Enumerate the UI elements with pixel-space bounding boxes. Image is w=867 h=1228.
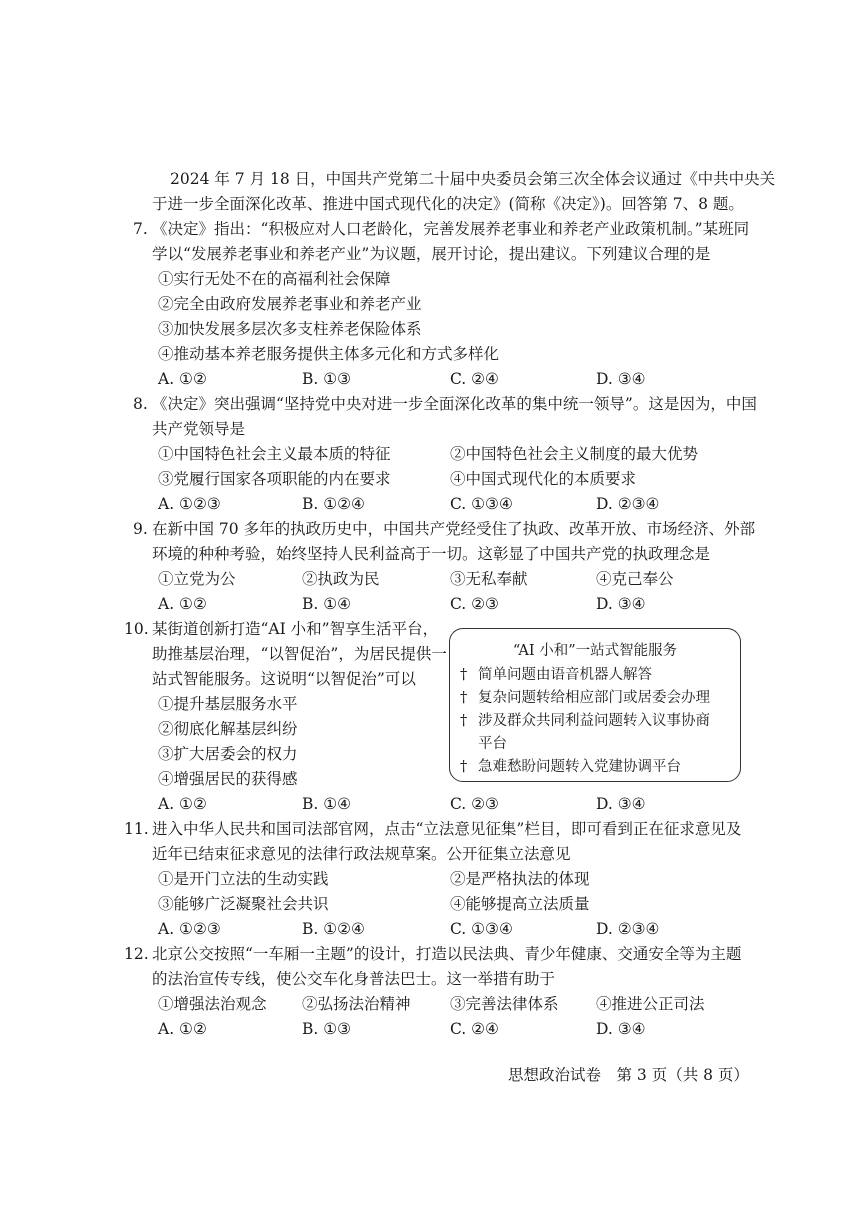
question-12-item: ③完善法律体系 <box>450 995 559 1013</box>
question-11-item: ②是严格执法的体现 <box>450 870 590 888</box>
info-box-item: † 复杂问题转给相应部门或居委会办理 <box>460 690 710 706</box>
question-7-item: ④推动基本养老服务提供主体多元化和方式多样化 <box>158 345 500 363</box>
question-12-stem-2: 的法治宣传专线，使公交车化身普法巴士。这一举措有助于 <box>152 970 556 988</box>
question-7-number: 7. <box>133 220 148 238</box>
question-11-choice-a: A. ①②③ <box>158 920 221 938</box>
info-box-item: † 急难愁盼问题转入党建协调平台 <box>460 759 681 775</box>
question-10-item: ④增强居民的获得感 <box>158 770 298 788</box>
question-10-item: ②彻底化解基层纠纷 <box>158 720 298 738</box>
question-7-choice-c: C. ②④ <box>450 370 499 388</box>
question-9-item: ②执政为民 <box>302 570 380 588</box>
question-10-number: 10. <box>124 620 149 638</box>
question-8-item: ②中国特色社会主义制度的最大优势 <box>450 445 699 463</box>
question-7-stem-1: 《决定》指出：“积极应对人口老龄化，完善发展养老事业和养老产业政策机制。”某班同 <box>152 220 750 238</box>
question-12-number: 12. <box>124 945 149 963</box>
question-11-item: ④能够提高立法质量 <box>450 895 590 913</box>
question-8-stem-2: 共产党领导是 <box>152 420 246 438</box>
question-11-choice-d: D. ②③④ <box>596 920 660 938</box>
question-12-choice-c: C. ②④ <box>450 1020 499 1038</box>
question-7-item: ①实行无处不在的高福利社会保障 <box>158 270 391 288</box>
question-12-choice-b: B. ①③ <box>302 1020 352 1038</box>
question-11-item: ③能够广泛凝聚社会共识 <box>158 895 329 913</box>
question-9-choice-b: B. ①④ <box>302 595 352 613</box>
question-12-item: ④推进公正司法 <box>596 995 705 1013</box>
dagger-icon: † <box>460 759 468 775</box>
question-9-item: ④克己奉公 <box>596 570 674 588</box>
question-7-item: ②完全由政府发展养老事业和养老产业 <box>158 295 422 313</box>
info-box-item: † 涉及群众共同利益问题转入议事协商 <box>460 713 710 729</box>
question-11-choice-c: C. ①③④ <box>450 920 513 938</box>
intro-line-1: 2024 年 7 月 18 日，中国共产党第二十届中央委员会第三次全体会议通过《中共中央关 <box>170 170 776 188</box>
question-8-choice-a: A. ①②③ <box>158 495 221 513</box>
question-7-item: ③加快发展多层次多支柱养老保险体系 <box>158 320 422 338</box>
question-9-stem-1: 在新中国 70 多年的执政历史中，中国共产党经受住了执政、改革开放、市场经济、外部 <box>152 520 756 538</box>
question-8-item: ③党履行国家各项职能的内在要求 <box>158 470 391 488</box>
question-9-stem-2: 环境的种种考验，始终坚持人民利益高于一切。这彰显了中国共产党的执政理念是 <box>152 545 711 563</box>
question-12-choice-a: A. ①② <box>158 1020 207 1038</box>
question-10-choice-d: D. ③④ <box>596 795 646 813</box>
dagger-icon: † <box>460 690 468 706</box>
dagger-icon: † <box>460 713 468 729</box>
question-8-item: ④中国式现代化的本质要求 <box>450 470 637 488</box>
question-9-choice-d: D. ③④ <box>596 595 646 613</box>
question-10-item: ①提升基层服务水平 <box>158 695 298 713</box>
question-12-item: ②弘扬法治精神 <box>302 995 411 1013</box>
question-10-choice-a: A. ①② <box>158 795 207 813</box>
question-8-item: ①中国特色社会主义最本质的特征 <box>158 445 391 463</box>
info-box-title: “AI 小和”一站式智能服务 <box>512 643 678 659</box>
question-9-item: ①立党为公 <box>158 570 236 588</box>
question-11-stem-2: 近年已结束征求意见的法律行政法规草案。公开征集立法意见 <box>152 845 571 863</box>
question-7-choice-a: A. ①② <box>158 370 207 388</box>
question-10-choice-c: C. ②③ <box>450 795 499 813</box>
question-10-item: ③扩大居委会的权力 <box>158 745 298 763</box>
question-7-stem-2: 学以“发展养老事业和养老产业”为议题，展开讨论，提出建议。下列建议合理的是 <box>152 245 711 263</box>
question-8-choice-b: B. ①②④ <box>302 495 365 513</box>
question-11-item: ①是开门立法的生动实践 <box>158 870 329 888</box>
question-11-stem-1: 进入中华人民共和国司法部官网，点击“立法意见征集”栏目，即可看到正在征求意见及 <box>152 820 742 838</box>
question-12-choice-d: D. ③④ <box>596 1020 646 1038</box>
question-9-number: 9. <box>133 520 148 538</box>
question-8-stem-1: 《决定》突出强调“坚持党中央对进一步全面深化改革的集中统一领导”。这是因为，中国 <box>152 395 757 413</box>
question-9-item: ③无私奉献 <box>450 570 528 588</box>
page-footer: 思想政治试卷 第 3 页（共 8 页） <box>508 1066 749 1084</box>
question-10-choice-b: B. ①④ <box>302 795 352 813</box>
intro-line-2: 于进一步全面深化改革、推进中国式现代化的决定》(简称《决定》)。回答第 7、8 题。 <box>152 195 744 213</box>
question-7-choice-b: B. ①③ <box>302 370 352 388</box>
ai-service-info-box <box>449 628 741 782</box>
question-8-choice-c: C. ①③④ <box>450 495 513 513</box>
question-10-stem-2: 助推基层治理，“以智促治”，为居民提供一 <box>152 645 447 663</box>
question-10-stem-1: 某街道创新打造“AI 小和”智享生活平台， <box>152 620 439 638</box>
question-11-number: 11. <box>124 820 149 838</box>
question-9-choice-c: C. ②③ <box>450 595 499 613</box>
question-7-choice-d: D. ③④ <box>596 370 646 388</box>
question-11-choice-b: B. ①②④ <box>302 920 365 938</box>
question-8-choice-d: D. ②③④ <box>596 495 660 513</box>
question-8-number: 8. <box>133 395 148 413</box>
question-12-stem-1: 北京公交按照“一车厢一主题”的设计，打造以民法典、青少年健康、交通安全等为主题 <box>152 945 742 963</box>
question-10-stem-3: 站式智能服务。这说明“以智促治”可以 <box>152 670 416 688</box>
dagger-icon: † <box>460 667 468 683</box>
question-12-item: ①增强法治观念 <box>158 995 267 1013</box>
info-box-item: † 简单问题由语音机器人解答 <box>460 667 652 683</box>
info-box-item-continued: 平台 <box>478 736 507 752</box>
question-9-choice-a: A. ①② <box>158 595 207 613</box>
